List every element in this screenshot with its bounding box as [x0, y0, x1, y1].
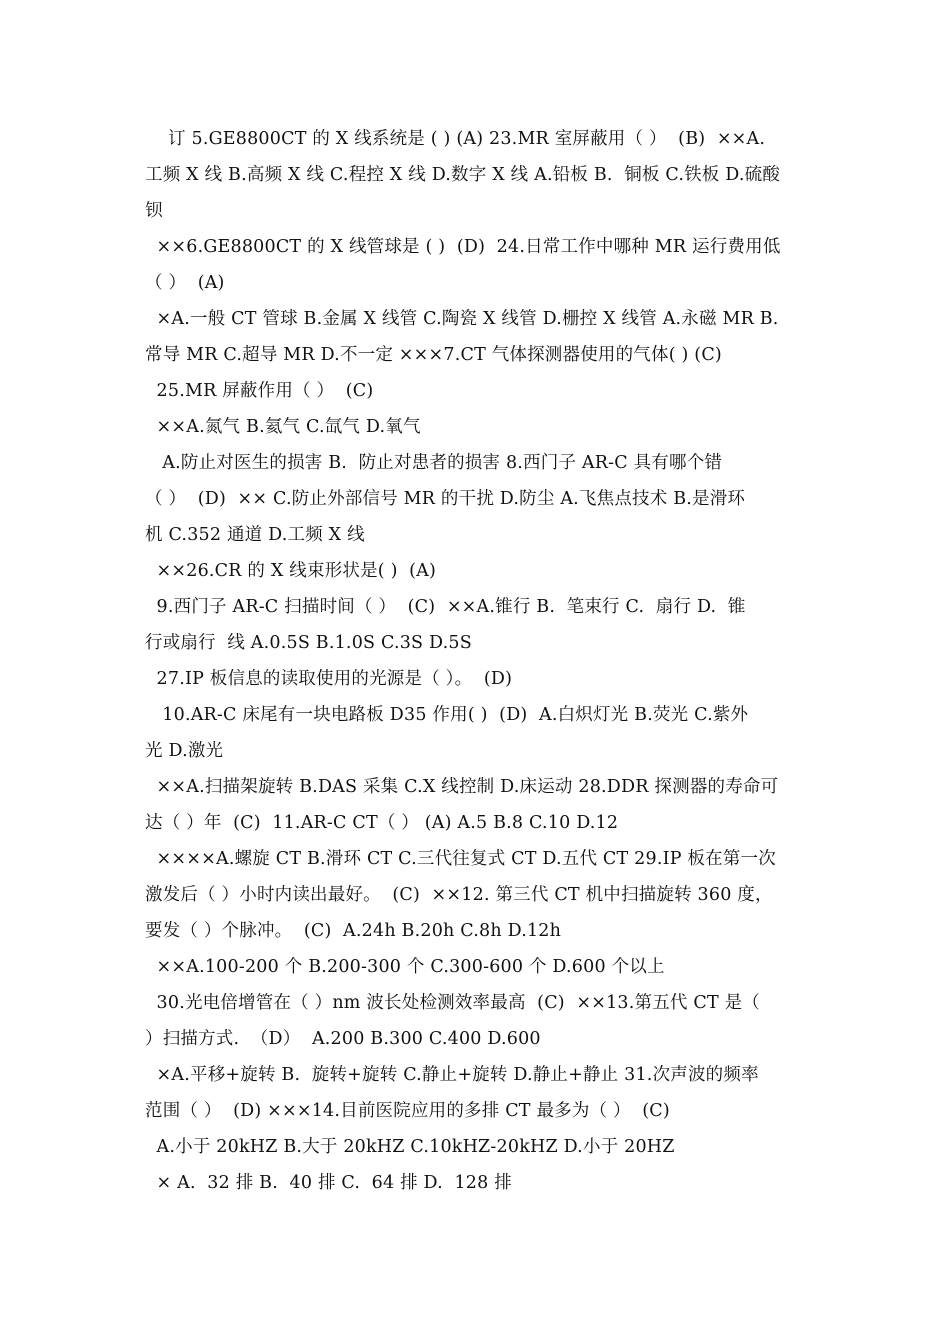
text-line: 达（ ）年 (C) 11.AR-C CT（ ） (A) A.5 B.8 C.10 D.12: [145, 813, 619, 833]
text-line: ）扫描方式. （D） A.200 B.300 C.400 D.600: [145, 1029, 541, 1049]
text-line: 订 5.GE8800CT 的 X 线系统是 ( ) (A) 23.MR 室屏蔽用（ ） (B) ××A.: [145, 129, 766, 149]
text-line: ××26.CR 的 X 线束形状是( ) (A): [145, 561, 437, 581]
text-line: 常导 MR C.超导 MR D.不一定 ×××7.CT 气体探测器使用的气体( ) (C): [145, 345, 722, 365]
text-line: 25.MR 屏蔽作用（ ） (C): [145, 381, 374, 401]
document-body: [145, 121, 810, 1201]
text-line: ××A.100-200 个 B.200-300 个 C.300-600 个 D.600 个以上: [145, 957, 665, 977]
text-line: 27.IP 板信息的读取使用的光源是（ ）。 (D): [145, 669, 513, 689]
text-line: 9.西门子 AR-C 扫描时间（ ） (C) ××A.锥行 B. 笔束行 C. 扇行 D. 锥: [145, 597, 746, 617]
text-line: ××A.氮气 B.氦气 C.氙气 D.氧气: [145, 417, 421, 437]
text-line: 工频 X 线 B.高频 X 线 C.程控 X 线 D.数字 X 线 A.铅板 B. 铜板 C.铁板 D.硫酸: [145, 165, 781, 185]
text-line: × A. 32 排 B. 40 排 C. 64 排 D. 128 排: [145, 1173, 512, 1193]
text-line: 10.AR-C 床尾有一块电路板 D35 作用( ) (D) A.白炽灯光 B.荧光 C.紫外: [145, 705, 749, 725]
text-line: A.小于 20kHZ B.大于 20kHZ C.10kHZ-20kHZ D.小于 20HZ: [145, 1137, 675, 1157]
text-line: ×A.平移+旋转 B. 旋转+旋转 C.静止+旋转 D.静止+静止 31.次声波的频率: [145, 1065, 759, 1085]
text-line: ×A.一般 CT 管球 B.金属 X 线管 C.陶瓷 X 线管 D.栅控 X 线管 A.永磁 MR B.: [145, 309, 779, 329]
text-line: 行或扇行 线 A.0.5S B.1.0S C.3S D.5S: [145, 633, 472, 653]
text-line: 机 C.352 通道 D.工频 X 线: [145, 525, 365, 545]
text-line: ××6.GE8800CT 的 X 线管球是 ( ) (D) 24.日常工作中哪种 MR 运行费用低: [145, 237, 781, 257]
text-line: 钡: [145, 201, 163, 221]
text-line: 30.光电倍增管在（ ）nm 波长处检测效率最高 (C) ××13.第五代 CT 是（: [145, 993, 760, 1013]
text-line: 光 D.激光: [145, 741, 224, 761]
text-line: 激发后（ ）小时内读出最好。 (C) ××12. 第三代 CT 机中扫描旋转 360 度，: [145, 885, 773, 905]
text-line: ××××A.螺旋 CT B.滑环 CT C.三代往复式 CT D.五代 CT 29.IP 板在第一次: [145, 849, 776, 869]
text-line: A.防止对医生的损害 B. 防止对患者的损害 8.西门子 AR-C 具有哪个错: [145, 453, 723, 473]
text-line: 范围（ ） (D) ×××14.目前医院应用的多排 CT 最多为（ ） (C): [145, 1101, 670, 1121]
text-line: ××A.扫描架旋转 B.DAS 采集 C.X 线控制 D.床运动 28.DDR 探测器的寿命可: [145, 777, 779, 797]
text-line: （ ） (A): [145, 273, 225, 293]
text-line: 要发（ ）个脉冲。 (C) A.24h B.20h C.8h D.12h: [145, 921, 562, 941]
text-line: （ ） (D) ×× C.防止外部信号 MR 的干扰 D.防尘 A.飞焦点技术 B.是滑环: [145, 489, 746, 509]
